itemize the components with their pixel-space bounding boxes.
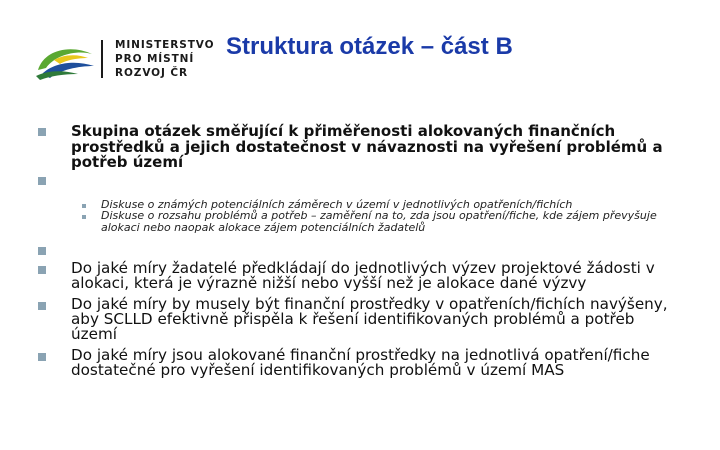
bullet-item (38, 124, 678, 171)
logo-line: PRO MÍSTNÍ (115, 53, 195, 65)
logo-divider (101, 40, 103, 78)
slide-content (38, 124, 678, 378)
question-text: Do jaké míry žadatelé předkládají do jednotlivých výzev projektové žádosti v alokaci, která je výrazně nižší nebo vyšší než je alokace dané výzvy (71, 259, 655, 292)
slide-title: Struktura otázek – část B (226, 33, 513, 60)
ministry-logo-icon (34, 40, 98, 80)
logo-line: ROZVOJ ČR (115, 67, 188, 79)
bullet-marker (38, 128, 46, 136)
bullet-item (38, 297, 678, 342)
ministry-logo (34, 38, 234, 88)
bullet-item (38, 348, 678, 378)
bullet-marker (38, 247, 46, 255)
bullet-item (38, 261, 678, 291)
sub-bullet-item (82, 210, 678, 233)
bullet-marker (38, 266, 46, 274)
sub-bullet-marker (82, 215, 86, 219)
bullet-marker (38, 177, 46, 185)
logo-line: MINISTERSTVO (115, 39, 215, 51)
question-text: Do jaké míry by musely být finanční prostředky v opatřeních/fichích navýšeny, aby SCLLD efektivně přispěla k řešení identifikovaných problémů a potřeb území (71, 295, 668, 343)
bullet-heading: Skupina otázek směřující k přiměřenosti alokovaných finančních prostředků a jejich dostatečnost v návaznosti na vyřešení problémů a potřeb území (71, 122, 663, 171)
question-text: Do jaké míry jsou alokované finanční prostředky na jednotlivá opatření/fiche dostatečné pro vyřešení identifikovaných problémů v území MAS (71, 346, 650, 379)
empty-bullet (38, 177, 678, 185)
empty-bullet (38, 247, 678, 255)
logo-text (115, 38, 214, 80)
bullet-marker (38, 353, 46, 361)
sub-bullet-text: Diskuse o rozsahu problémů a potřeb – zaměření na to, zda jsou opatření/fiche, kde zájem převyšuje alokaci nebo naopak alokace zájem potenciálních žadatelů (101, 209, 657, 234)
sub-bullet-marker (82, 204, 86, 208)
bullet-marker (38, 302, 46, 310)
sub-bullet-list (82, 199, 678, 234)
sub-bullet-text: Diskuse o známých potenciálních záměrech v území v jednotlivých opatřeních/fichích (101, 197, 573, 211)
